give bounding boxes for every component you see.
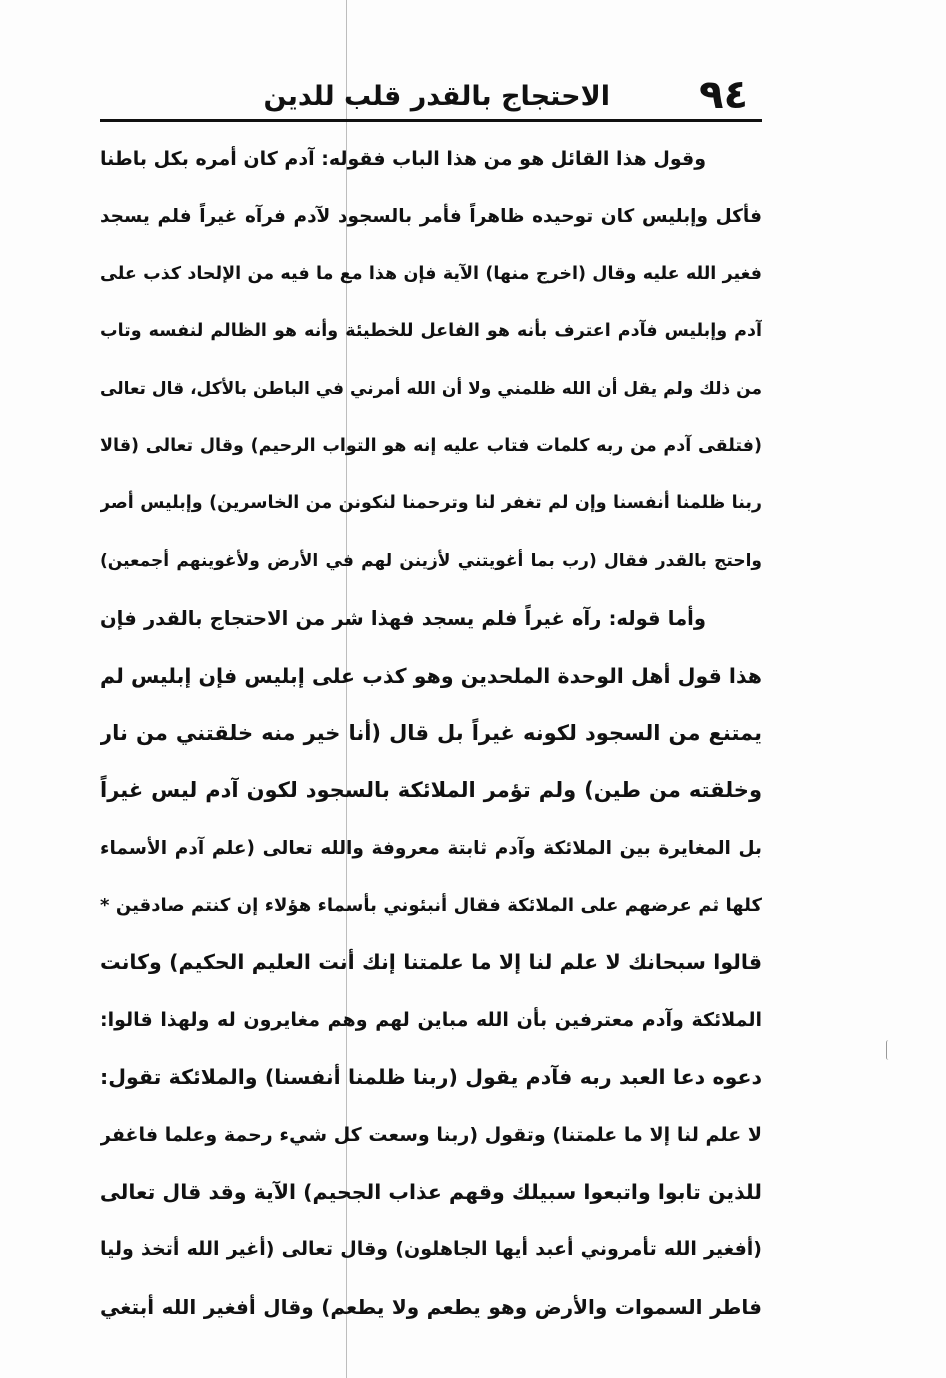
text-line: من ذلك ولم يقل أن الله ظلمني ولا أن الله أمرني في الباطن بالأكل، قال تعالى [100,378,762,399]
text-line: دعوه دعا العبد ربه فآدم يقول (ربنا ظلمنا أنفسنا) والملائكة تقول: [100,1065,762,1090]
header-rule [100,119,762,122]
text-line: هذا قول أهل الوحدة الملحدين وهو كذب على إبليس فإن إبليس لم [100,663,762,688]
running-title: الاحتجاج بالقدر قلب للدين [263,81,610,112]
text-line: الملائكة وآدم معترفين بأن الله مباين لهم وهم مغايرون له ولهذا قالوا: [100,1008,762,1031]
page-number: ٩٤ [699,72,748,118]
text-line: قالوا سبحانك لا علم لنا إلا ما علمتنا إنك أنت العليم الحكيم) وكانت [100,950,762,975]
text-line: فاطر السموات والأرض وهو يطعم ولا يطعم) وقال أفغير الله أبتغي [100,1294,762,1319]
body-text [100,131,762,1336]
text-line: بل المغايرة بين الملائكة وآدم ثابتة معروفة والله تعالى (علم آدم الأسماء [100,837,762,859]
page-header [100,70,760,120]
text-line: وخلقته من طين) ولم تؤمر الملائكة بالسجود لكون آدم ليس غيراً [100,778,762,803]
text-line: وقول هذا القائل هو من هذا الباب فقوله: آدم كان أمره بكل باطنا [100,148,706,170]
text-line: للذين تابوا واتبعوا سبيلك وقهم عذاب الجحيم) الآية وقد قال تعالى [100,1180,762,1205]
text-line: واحتج بالقدر فقال (رب بما أغويتني لأزينن لهم في الأرض ولأغوينهم أجمعين) [100,550,762,571]
text-line: آدم وإبليس فآدم اعترف بأنه هو الفاعل للخطيئة وأنه هو الظالم لنفسه وتاب [100,321,762,342]
text-line: (فتلقى آدم من ربه كلمات فتاب عليه إنه هو التواب الرحيم) وقال تعالى (قالا [100,435,762,456]
text-line: وأما قوله: رآه غيراً فلم يسجد فهذا شر من الاحتجاج بالقدر فإن [100,607,706,631]
text-line: فغير الله عليه وقال (اخرج منها) الآية فإن هذا مع ما فيه من الإلحاد كذب على [100,263,762,284]
text-line: ربنا ظلمنا أنفسنا وإن لم تغفر لنا وترحمنا لنكونن من الخاسرين) وإبليس أصر [100,493,762,514]
text-line: (أفغير الله تأمروني أعبد أيها الجاهلون) وقال تعالى (أغير الله أتخذ وليا [100,1238,762,1261]
text-line: لا علم لنا إلا ما علمتنا) وتقول (ربنا وسعت كل شيء رحمة وعلما فاغفر [100,1123,762,1146]
text-line: يمتنع من السجود لكونه غيراً بل قال (أنا خير منه خلقتني من نار [100,720,762,745]
margin-mark [886,1040,891,1060]
text-line: كلها ثم عرضهم على الملائكة فقال أنبئوني بأسماء هؤلاء إن كنتم صادقين * [100,895,762,917]
text-line: فأكل وإبليس كان توحيده ظاهراً فأمر بالسجود لآدم فرآه غيراً فلم يسجد [100,206,762,228]
